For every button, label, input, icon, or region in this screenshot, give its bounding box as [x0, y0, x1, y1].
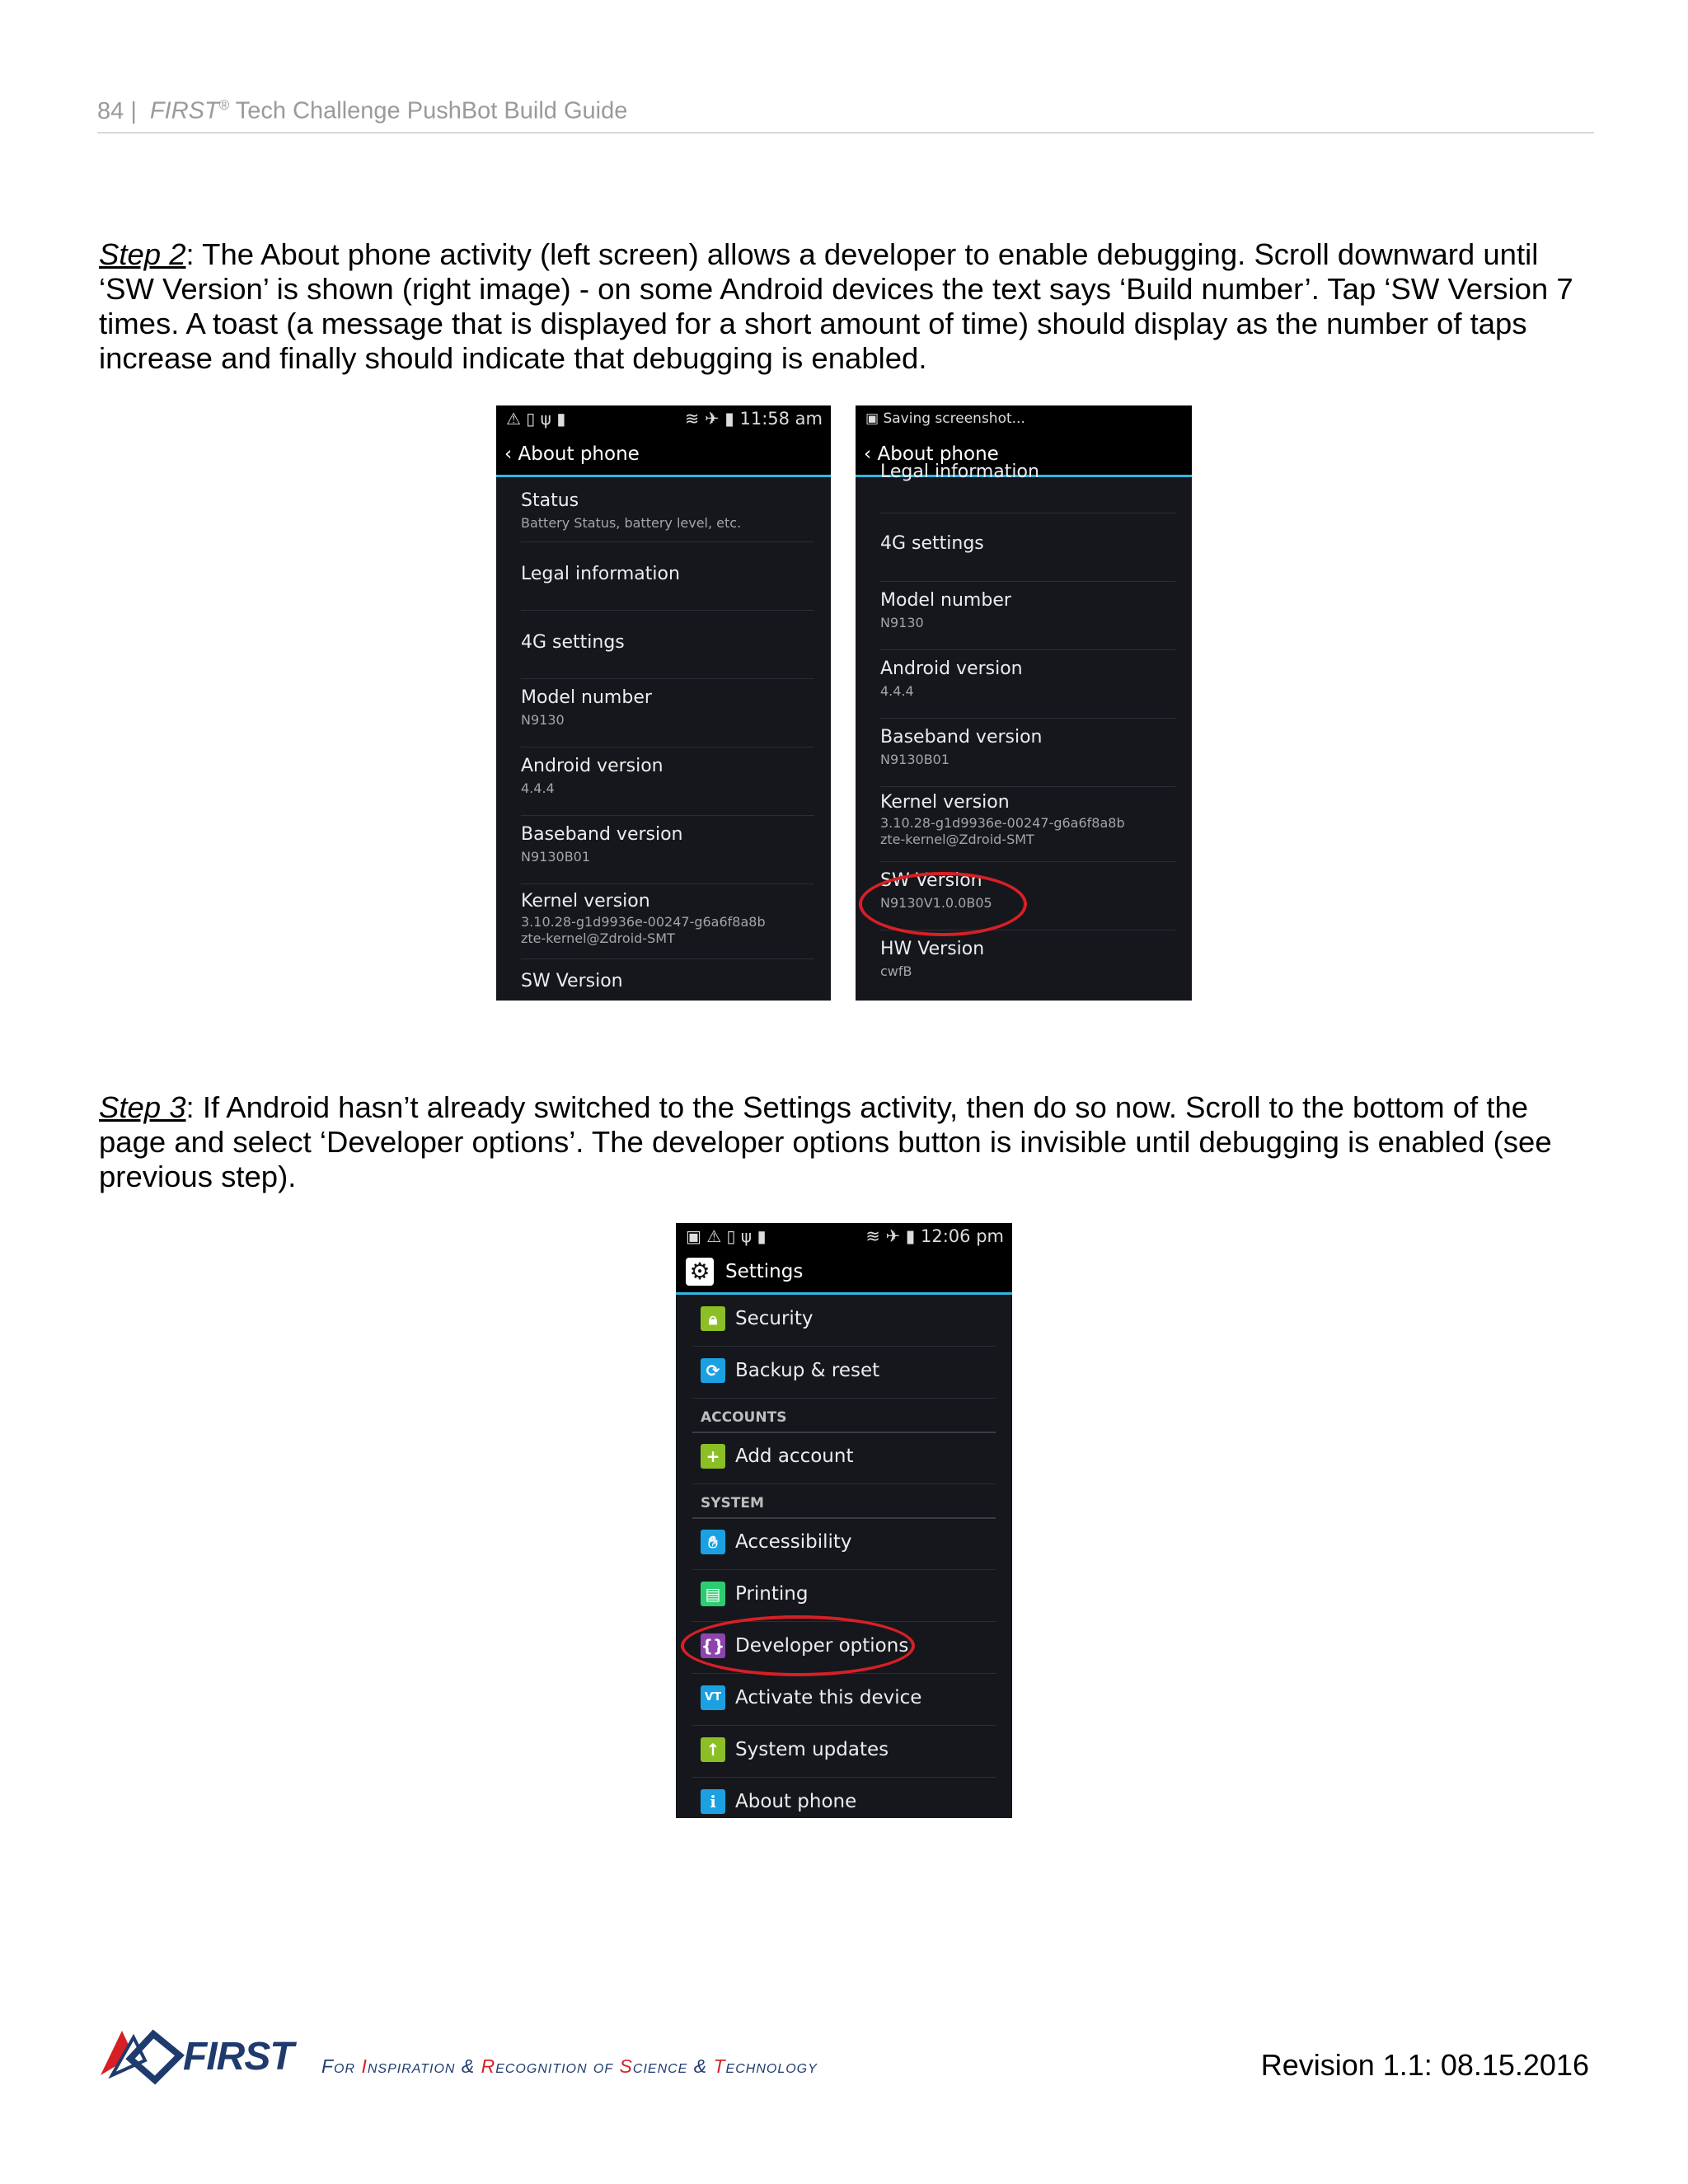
step2-paragraph — [99, 237, 1582, 376]
list-item-android-version[interactable]: Android version 4.4.4 — [880, 650, 1175, 719]
settings-item-security[interactable]: 🔒︎ Security — [692, 1295, 996, 1347]
list-item-sw-version[interactable]: SW Version N9130V1.0.0B05 — [880, 862, 1175, 930]
list-item-model[interactable]: Model number N9130 — [880, 582, 1175, 650]
braces-icon: {} — [701, 1633, 725, 1658]
settings-item-system-updates[interactable]: ↑ System updates — [692, 1726, 996, 1778]
action-bar-title: Settings — [725, 1261, 804, 1282]
status-bar — [496, 405, 831, 434]
gear-icon[interactable]: ⚙ — [686, 1258, 714, 1286]
developer-options-highlight-oval — [681, 1615, 915, 1676]
status-time: ≋ ✈ ▮ 11:58 am — [684, 409, 823, 429]
first-logo — [97, 2026, 312, 2085]
printer-icon: ▤ — [701, 1582, 725, 1606]
about-phone-screenshot-right — [856, 405, 1192, 1001]
action-bar — [676, 1251, 1012, 1295]
refresh-icon: ⟳ — [701, 1358, 725, 1383]
status-bar — [856, 405, 1192, 434]
list-item-status[interactable]: Status Battery Status, battery level, etc. — [521, 482, 814, 542]
step2-text: : The About phone activity (left screen) allows a developer to enable debugging. Scroll downward until ‘SW Version’ is shown (right image) - on some Android devices the text says ‘Build number’. Tap ‘SW Version 7 times. A toast (a message that is displayed for a short amount of time) should display as the number of taps increase and finally should indicate that debugging is enabled. — [99, 237, 1573, 375]
action-bar-title: ‹ About phone — [504, 443, 640, 465]
settings-item-printing[interactable]: ▤ Printing — [692, 1570, 996, 1622]
sw-version-highlight-oval — [859, 872, 1027, 936]
list-item-4g[interactable]: 4G settings — [880, 513, 1175, 582]
list-item-baseband[interactable]: Baseband version N9130B01 — [521, 816, 814, 884]
first-logo-mark-icon — [97, 2026, 188, 2085]
list-item-4g[interactable]: 4G settings — [521, 611, 814, 679]
section-header-system: SYSTEM — [692, 1484, 996, 1519]
action-bar — [496, 434, 831, 477]
status-time: ≋ ✈ ▮ 12:06 pm — [865, 1226, 1004, 1246]
step3-paragraph — [99, 1090, 1582, 1194]
settings-item-about-phone[interactable]: i About phone — [692, 1778, 996, 1818]
status-bar — [676, 1223, 1012, 1251]
list-item-legal[interactable]: Legal information — [521, 542, 814, 611]
status-icons: ▣ ⚠ ▯ ψ ▮ — [686, 1226, 767, 1246]
page-header — [97, 97, 1594, 134]
action-bar-title: ‹ About phone — [864, 443, 999, 465]
info-icon: i — [701, 1789, 725, 1814]
step2-label: Step 2 — [99, 237, 186, 271]
first-logo-text: FIRST — [183, 2035, 293, 2079]
lock-icon: 🔒︎ — [701, 1306, 725, 1331]
settings-item-activate-device[interactable]: ѴΤ Activate this device — [692, 1674, 996, 1726]
hand-icon: ✋︎ — [701, 1530, 725, 1554]
registered-mark: ® — [218, 97, 230, 113]
settings-item-backup[interactable]: ⟳ Backup & reset — [692, 1347, 996, 1399]
list-item-model[interactable]: Model number N9130 — [521, 679, 814, 748]
activate-icon: ѴΤ — [701, 1685, 725, 1710]
about-phone-screenshot-left — [496, 405, 831, 1001]
section-header-accounts: ACCOUNTS — [692, 1399, 996, 1433]
list-item-kernel[interactable]: Kernel version 3.10.28-g1d9936e-00247-g6a6f8a8b zte-kernel@Zdroid-SMT — [521, 884, 814, 959]
status-icons: ⚠ ▯ ψ ▮ — [506, 409, 566, 429]
plus-icon: + — [701, 1444, 725, 1469]
list-item-hw-version[interactable]: HW Version cwfB — [880, 939, 985, 979]
list-item-android-version[interactable]: Android version 4.4.4 — [521, 748, 814, 816]
list-item-kernel[interactable]: Kernel version 3.10.28-g1d9936e-00247-g6a6f8a8b zte-kernel@Zdroid-SMT — [880, 787, 1175, 862]
guide-title: Tech Challenge PushBot Build Guide — [229, 97, 628, 124]
revision-text: Revision 1.1: 08.15.2016 — [1260, 2048, 1589, 2082]
step3-text: : If Android hasn’t already switched to the Settings activity, then do so now. Scroll to the bottom of the page and select ‘Developer options’. The developer options button is invisible until debugging is enabled (see previous step). — [99, 1090, 1552, 1193]
settings-screenshot — [676, 1223, 1012, 1818]
settings-item-accessibility[interactable]: ✋︎ Accessibility — [692, 1518, 996, 1570]
step3-label: Step 3 — [99, 1090, 186, 1124]
first-tagline: For Inspiration & Recognition of Science & Technology — [321, 2055, 818, 2077]
settings-item-developer-options[interactable]: {} Developer options — [692, 1622, 996, 1674]
list-item-sw-version[interactable]: SW Version — [521, 971, 623, 991]
status-saving: ▣ Saving screenshot... — [865, 410, 1025, 427]
first-title: FIRST — [149, 97, 219, 124]
settings-item-add-account[interactable]: + Add account — [692, 1432, 996, 1484]
page-number: 84 | — [97, 97, 137, 124]
list-item-baseband[interactable]: Baseband version N9130B01 — [880, 719, 1175, 787]
list-item-legal[interactable]: Legal information — [880, 462, 1175, 513]
arrow-up-icon: ↑ — [701, 1737, 725, 1762]
